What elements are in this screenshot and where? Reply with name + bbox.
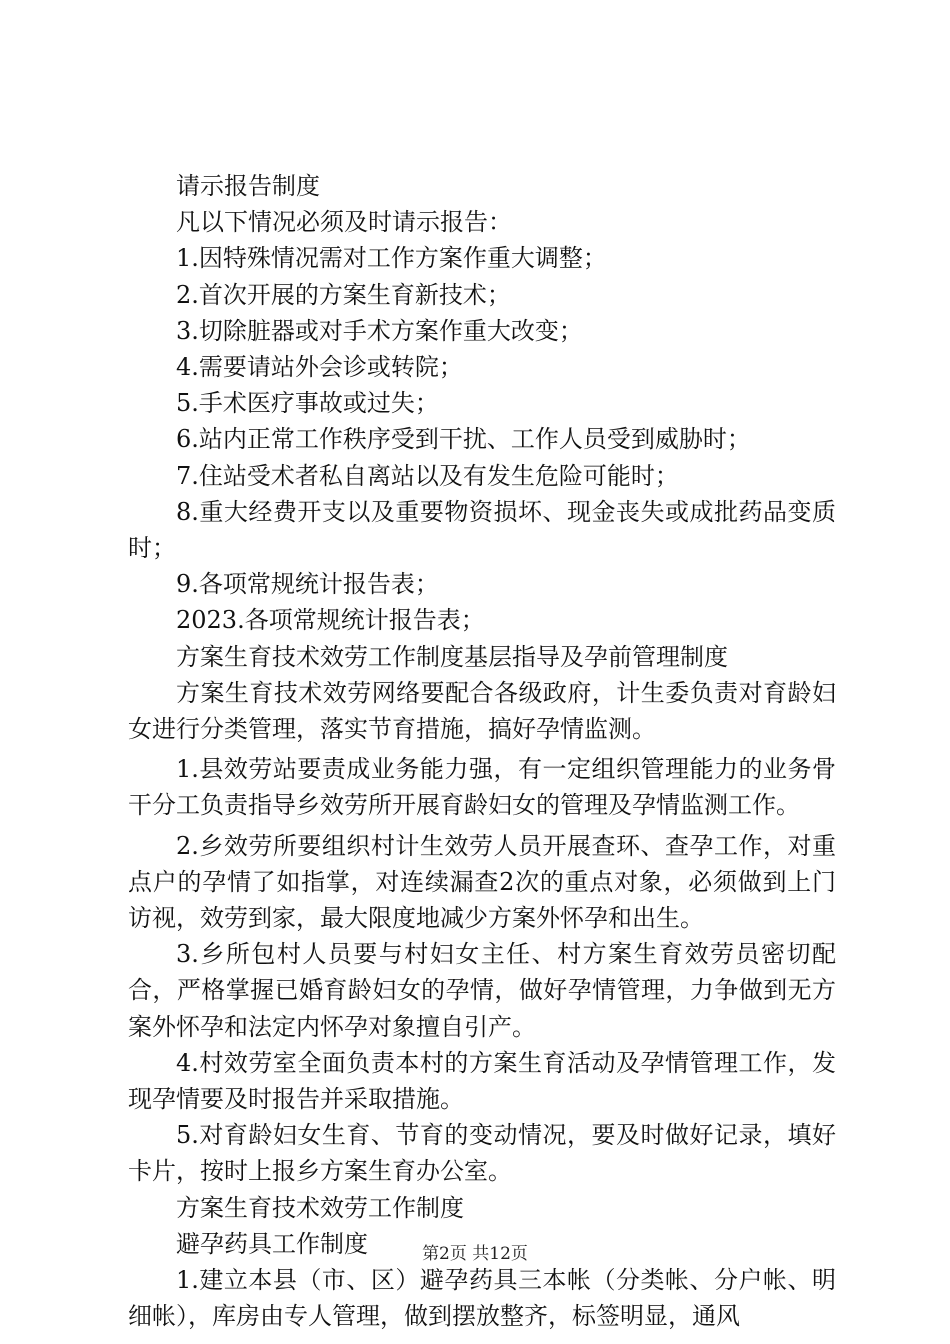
list-item: 4.需要请站外会诊或转院；	[176, 353, 463, 382]
list-item: 7.住站受术者私自离站以及有发生危险可能时；	[176, 461, 679, 490]
list-item: 1.县效劳站要责成业务能力强，有一定组织管理能力的业务骨干分工负责指导乡效劳所开展育龄妇女的管理及孕情监测工作。	[128, 755, 836, 820]
list-item: 2023.各项常规统计报告表；	[176, 606, 485, 635]
section-heading: 避孕药具工作制度	[176, 1229, 368, 1258]
paragraph: 凡以下情况必须及时请示报告：	[176, 208, 512, 237]
list-item: 3.切除脏器或对手术方案作重大改变；	[176, 316, 583, 345]
list-item: 2.首次开展的方案生育新技术；	[176, 280, 511, 309]
section-heading: 方案生育技术效劳工作制度基层指导及孕前管理制度	[176, 642, 728, 671]
list-item: 4.村效劳室全面负责本村的方案生育活动及孕情管理工作，发现孕情要及时报告并采取措施。	[128, 1048, 836, 1114]
list-item: 6.站内正常工作秩序受到干扰、工作人员受到威胁时；	[176, 425, 751, 454]
section-heading: 方案生育技术效劳工作制度	[176, 1193, 464, 1222]
document-body	[128, 168, 836, 1335]
list-item: 3.乡所包村人员要与村妇女主任、村方案生育效劳员密切配合，严格掌握已婚育龄妇女的孕情，做好孕情管理，力争做到无方案外怀孕和法定内怀孕对象擅自引产。	[128, 940, 836, 1041]
section-heading: 请示报告制度	[176, 172, 320, 200]
list-item: 8.重大经费开支以及重要物资损坏、现金丧失或成批药品变质时；	[128, 497, 836, 563]
list-item: 2.乡效劳所要组织村计生效劳人员开展查环、查孕工作，对重点户的孕情了如指掌，对连续漏查2次的重点对象，必须做到上门访视，效劳到家，最大限度地减少方案外怀孕和出生。	[128, 831, 836, 933]
list-item: 5.对育龄妇女生育、节育的变动情况，要及时做好记录，填好卡片，按时上报乡方案生育办公室。	[128, 1121, 836, 1186]
list-item: 1.因特殊情况需对工作方案作重大调整；	[176, 244, 607, 273]
page-number-footer: 第2页 共12页	[422, 1244, 528, 1264]
list-item: 5.手术医疗事故或过失；	[176, 389, 439, 418]
paragraph: 方案生育技术效劳网络要配合各级政府，计生委负责对育龄妇女进行分类管理，落实节育措施，搞好孕情监测。	[128, 678, 836, 744]
list-item: 9.各项常规统计报告表；	[176, 570, 439, 599]
list-item: 1.建立本县（市、区）避孕药具三本帐（分类帐、分户帐、明细帐），库房由专人管理，做到摆放整齐，标签明显，通风	[128, 1266, 836, 1331]
